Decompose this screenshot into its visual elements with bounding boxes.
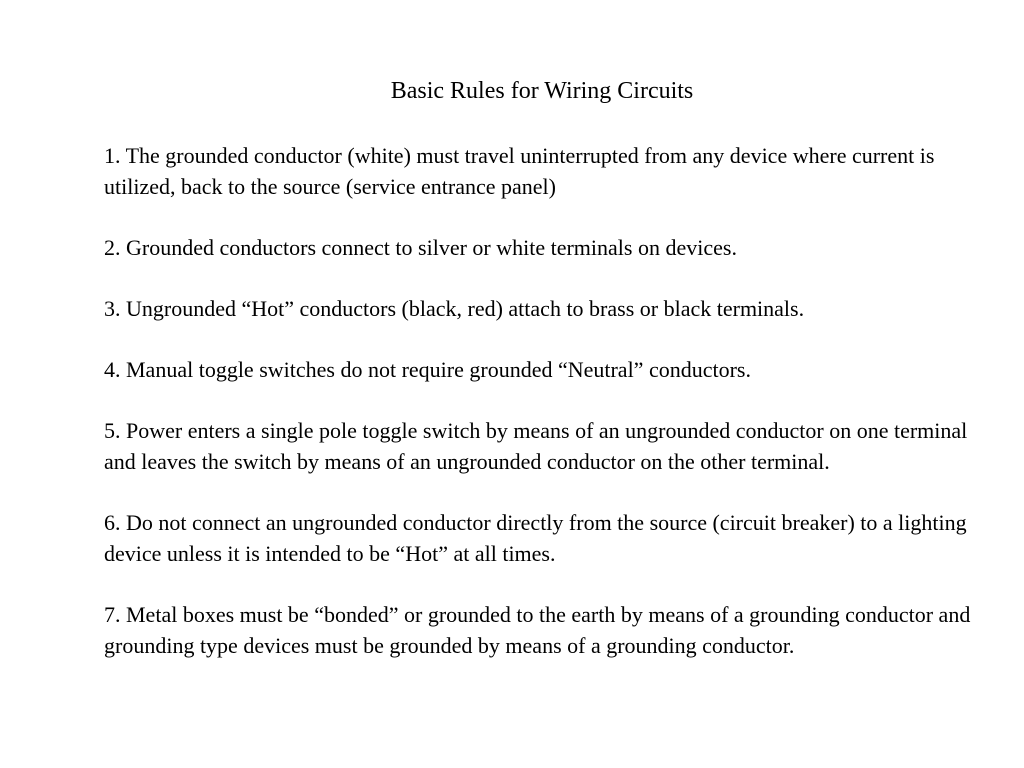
rule-5: 5. Power enters a single pole toggle switch by means of an ungrounded conductor on one terminal and leaves the switch by means of an ungrounded conductor on the other terminal.: [104, 418, 968, 474]
rule-3: 3. Ungrounded “Hot” conductors (black, red) attach to brass or black terminals.: [104, 296, 805, 321]
slide-title: Basic Rules for Wiring Circuits: [390, 78, 694, 104]
rule-2: 2. Grounded conductors connect to silver or white terminals on devices.: [104, 235, 737, 260]
rule-4: 4. Manual toggle switches do not require grounded “Neutral” conductors.: [104, 357, 751, 382]
rule-6: 6. Do not connect an ungrounded conductor directly from the source (circuit breaker) to a lighting device unless it is intended to be “Hot” at all times.: [104, 510, 967, 566]
rule-7: 7. Metal boxes must be “bonded” or grounded to the earth by means of a grounding conductor and grounding type devices must be grounded by means of a grounding conductor.: [104, 602, 971, 658]
rules-list: [104, 140, 994, 691]
rule-1: 1. The grounded conductor (white) must travel uninterrupted from any device where current is utilized, back to the source (service entrance panel): [104, 143, 935, 199]
